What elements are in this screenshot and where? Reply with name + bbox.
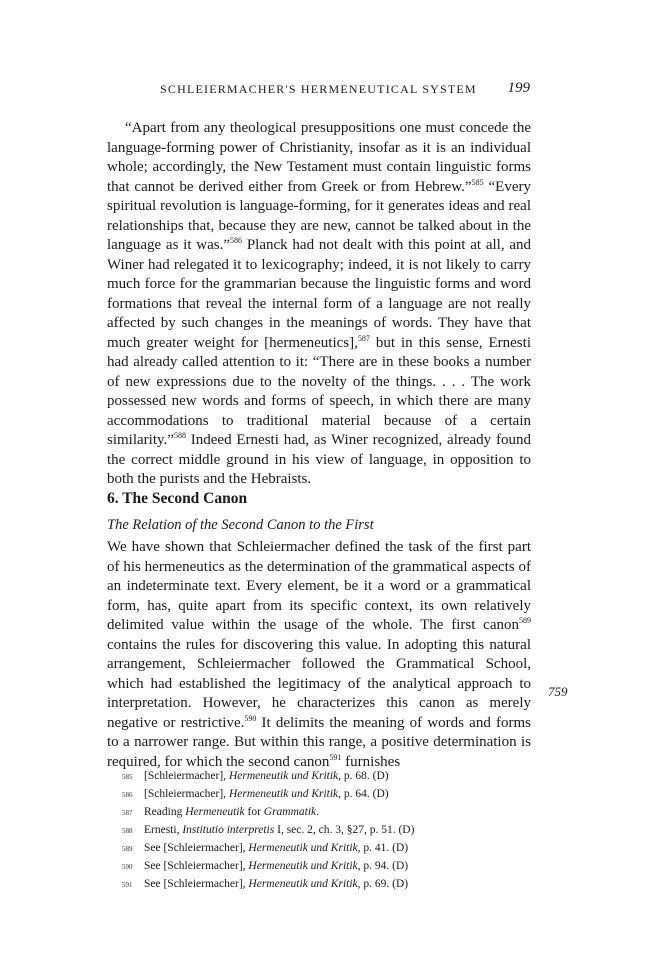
- footnote-title: Hermeneutik und Kritik: [248, 860, 358, 872]
- footnote-title: Hermeneutik und Kritik: [248, 878, 358, 890]
- footnote-ref-586: 586: [230, 236, 243, 245]
- footnote-mark: 590: [122, 863, 133, 871]
- footnote-mark: 587: [122, 809, 133, 817]
- footnotes: [122, 768, 522, 894]
- footnote-mark: 586: [122, 791, 133, 799]
- footnote-text: , p. 41. (D): [357, 842, 409, 854]
- footnote-ref-591: 591: [329, 752, 342, 762]
- footnote-ref-588: 588: [173, 431, 186, 440]
- footnote: [122, 768, 522, 786]
- para1-text-2: “Every spiritual revolution is language-forming, for it generates ideas and real relationships that, because they are new, cannot be talked about in the language as it was.”: [107, 178, 531, 253]
- footnote-ref-587: 587: [357, 333, 370, 343]
- page-number: 199: [507, 80, 530, 96]
- para2-text-1: We have shown that Schleiermacher defined the task of the first part of his hermeneutics as the determination of the grammatical aspects of an indeterminate text. Every element, be it a word or a grammatical form, has, quite apart from its specific context, its own relatively delimited value within the usage of the whole. The first canon: [107, 539, 531, 633]
- para2-text-3: It delimits the meaning of words and forms to a narrower range. But within this range, a positive determination is required, for which the second canon: [107, 714, 531, 770]
- footnote-text: See [Schleiermacher],: [144, 842, 249, 854]
- footnote-text: Reading: [144, 806, 186, 818]
- para1-text-4: but in this sense, Ernesti had already called attention to it: “There are in these books a number of new expressions due to the novelty of the things. . . . The work possessed new words and forms of speech, in which there are many accommodations to traditional material because of a certain similarity.”: [107, 334, 531, 448]
- footnote-mark: 589: [122, 845, 133, 853]
- running-header: [160, 82, 530, 102]
- para2-text-2: contains the rules for discovering this value. In adopting this natural arrangement, Schleiermacher followed the Grammatical School, which had established the legitimacy of the analytical approach to interpretation. However, he characterizes this canon as merely negative or restrictive.: [107, 636, 531, 731]
- footnote: [122, 822, 522, 840]
- footnote-text: , p. 69. (D): [357, 878, 409, 890]
- footnote: [122, 840, 522, 858]
- section-subheading: The Relation of the Second Canon to the First: [107, 517, 374, 533]
- footnote-title: Hermeneutik und Kritik: [248, 842, 358, 854]
- running-title: SCHLEIERMACHER'S HERMENEUTICAL SYSTEM: [160, 82, 477, 96]
- footnote-mark: 588: [122, 827, 133, 835]
- footnote: [122, 858, 522, 876]
- para1-text-3: Planck had not dealt with this point at all, and Winer had relegated it to lexicography; indeed, it is not likely to carry much force for the grammarian because the linguistic forms and word formations that reveal the internal form of a language are not really affected by such changes in the meanings of words. They have that much greater weight for [hermeneutics],: [107, 237, 532, 351]
- footnote-text: , p. 94. (D): [357, 860, 409, 872]
- footnote-title: Grammatik: [263, 806, 317, 818]
- para2-text-4: furnishes: [341, 753, 401, 770]
- footnote-text: [Schleiermacher],: [144, 770, 229, 782]
- footnote-title: Hermeneutik: [185, 806, 245, 818]
- footnote-mark: 591: [122, 881, 133, 889]
- footnote-ref-585: 585: [471, 177, 484, 187]
- para1-text-1: “Apart from any theological presuppositions one must concede the language-forming power of Christianity, insofar as it is an individual whole; accordingly, the New Testament must contain linguistic forms that cannot be derived either from Greek or from Hebrew.”: [107, 120, 531, 195]
- footnote-ref-589: 589: [519, 616, 531, 625]
- footnote-text: Ernesti,: [144, 824, 183, 836]
- footnote-title: Institutio interpretis: [182, 824, 275, 836]
- footnote-text: for: [244, 806, 264, 818]
- body-paragraph-2: [107, 538, 531, 772]
- footnote-text: See [Schleiermacher],: [144, 878, 249, 890]
- margin-page-number: 759: [548, 684, 568, 699]
- para1-text-5: Indeed Ernesti had, as Winer recognized, already found the correct middle ground in his view of language, in opposition to both the purists and the Hebraists.: [107, 432, 531, 487]
- footnote-text: .: [316, 806, 320, 818]
- footnote-text: [Schleiermacher],: [144, 788, 229, 800]
- footnote-text: I, sec. 2, ch. 3, §27, p. 51. (D): [274, 824, 415, 836]
- footnote: [122, 804, 522, 822]
- footnote-text: See [Schleiermacher],: [144, 860, 249, 872]
- footnote-text: , p. 68. (D): [338, 770, 389, 782]
- footnote: [122, 786, 522, 804]
- footnote-ref-590: 590: [244, 713, 257, 723]
- section-heading: 6. The Second Canon: [107, 490, 248, 507]
- footnote-mark: 585: [122, 773, 133, 781]
- footnote-text: , p. 64. (D): [338, 788, 389, 800]
- footnote: [122, 876, 522, 894]
- footnote-title: Hermeneutik und Kritik: [228, 788, 339, 800]
- footnote-title: Hermeneutik und Kritik: [228, 770, 339, 782]
- body-paragraph-1: [107, 119, 531, 490]
